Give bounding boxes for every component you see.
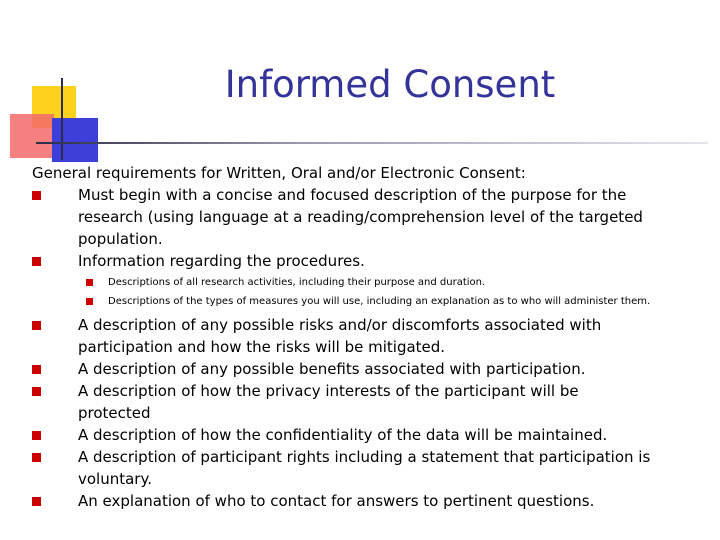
bullet-list-a	[32, 184, 652, 272]
list-item	[32, 424, 652, 446]
list-item-text: A description of how the confidentiality of the data will be maintained.	[78, 426, 608, 444]
square-bullet-icon	[32, 257, 41, 266]
list-item-text: Information regarding the procedures.	[78, 252, 365, 270]
vertical-rule	[61, 78, 63, 160]
square-bullet-icon	[32, 365, 41, 374]
list-item-text: Must begin with a concise and focused description of the purpose for the research (using language at a reading/comprehension level of the targeted population.	[78, 186, 643, 248]
sub-list-item-text: Descriptions of the types of measures you will use, including an explanation as to who will administer them.	[108, 296, 651, 307]
list-item-text: An explanation of who to contact for answers to pertinent questions.	[78, 492, 595, 510]
red-square	[10, 114, 54, 158]
list-item	[32, 250, 652, 272]
square-bullet-icon	[32, 453, 41, 462]
square-bullet-icon	[32, 431, 41, 440]
intro-text: General requirements for Written, Oral and/or Electronic Consent:	[32, 164, 526, 182]
slide-title: Informed Consent	[224, 63, 556, 106]
sub-bullet-list	[32, 276, 652, 308]
list-item	[32, 490, 652, 512]
list-item	[32, 184, 652, 250]
list-item-text: A description of any possible risks and/or discomforts associated with participation and how the risks will be mitigated.	[78, 316, 602, 356]
blue-square	[52, 118, 98, 162]
square-bullet-icon	[86, 279, 93, 286]
list-item	[32, 380, 652, 424]
square-bullet-icon	[32, 387, 41, 396]
list-item	[32, 446, 652, 490]
sub-list-item-text: Descriptions of all research activities, including their purpose and duration.	[108, 277, 486, 288]
slide-content	[32, 162, 652, 512]
sub-list-item	[32, 276, 652, 289]
square-bullet-icon	[32, 497, 41, 506]
list-item-text: A description of any possible benefits associated with participation.	[78, 360, 586, 378]
square-bullet-icon	[86, 298, 93, 305]
list-item	[32, 314, 652, 358]
sub-list-item	[32, 295, 652, 308]
bullet-list-b	[32, 314, 652, 512]
horizontal-rule	[36, 142, 708, 144]
list-item-text: A description of participant rights including a statement that participation is voluntary.	[78, 448, 651, 488]
list-item	[32, 358, 652, 380]
list-item-text: A description of how the privacy interests of the participant will be protected	[78, 382, 579, 422]
square-bullet-icon	[32, 321, 41, 330]
square-bullet-icon	[32, 191, 41, 200]
